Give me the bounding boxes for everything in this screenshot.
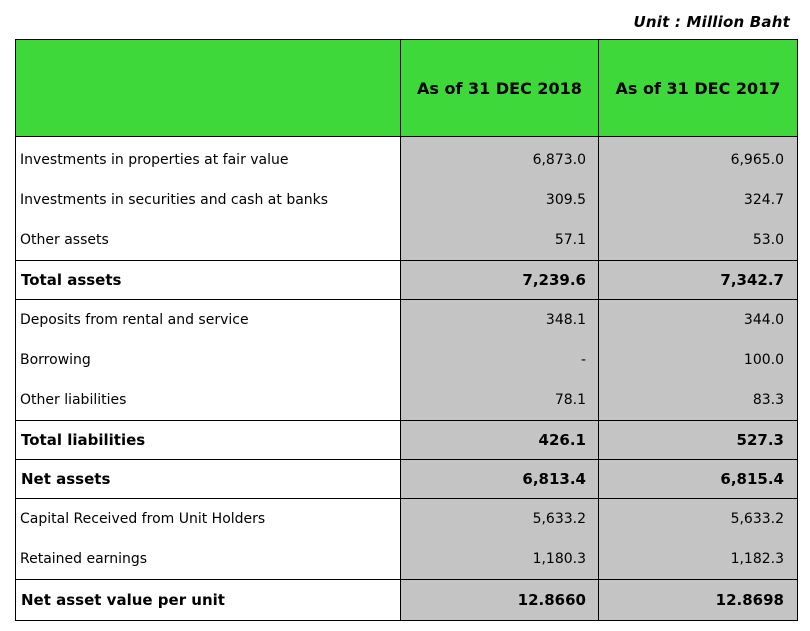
- row-label: Total liabilities: [16, 421, 401, 460]
- value-2017: 6,965.0: [599, 137, 798, 181]
- table-row: [16, 300, 798, 341]
- table-row: [16, 539, 798, 580]
- value-2017: 324.7: [599, 180, 798, 220]
- value-2018: 6,873.0: [401, 137, 599, 181]
- value-2017: 7,342.7: [599, 261, 798, 300]
- value-2018: 309.5: [401, 180, 599, 220]
- value-2017: 53.0: [599, 220, 798, 261]
- total-row: [16, 580, 798, 621]
- value-2017: 1,182.3: [599, 539, 798, 580]
- header-2017: As of 31 DEC 2017: [599, 40, 798, 137]
- row-label: Net assets: [16, 460, 401, 499]
- row-label: Total assets: [16, 261, 401, 300]
- value-2018: 426.1: [401, 421, 599, 460]
- value-2018: 6,813.4: [401, 460, 599, 499]
- unit-label: Unit : Million Baht: [633, 13, 790, 31]
- value-2018: 5,633.2: [401, 499, 599, 540]
- value-2018: 348.1: [401, 300, 599, 341]
- value-2017: 6,815.4: [599, 460, 798, 499]
- table-row: [16, 220, 798, 261]
- value-2017: 12.8698: [599, 580, 798, 621]
- value-2018: 7,239.6: [401, 261, 599, 300]
- header-blank: [16, 40, 401, 137]
- value-2017: 5,633.2: [599, 499, 798, 540]
- row-label: Investments in properties at fair value: [16, 137, 401, 181]
- value-2018: -: [401, 340, 599, 380]
- total-row: [16, 421, 798, 460]
- row-label: Other liabilities: [16, 380, 401, 421]
- financial-table: [15, 39, 798, 621]
- total-row: [16, 460, 798, 499]
- row-label: Net asset value per unit: [16, 580, 401, 621]
- table-row: [16, 137, 798, 181]
- row-label: Borrowing: [16, 340, 401, 380]
- value-2018: 1,180.3: [401, 539, 599, 580]
- value-2017: 344.0: [599, 300, 798, 341]
- row-label: Retained earnings: [16, 539, 401, 580]
- row-label: Investments in securities and cash at banks: [16, 180, 401, 220]
- table-row: [16, 340, 798, 380]
- value-2018: 57.1: [401, 220, 599, 261]
- row-label: Other assets: [16, 220, 401, 261]
- value-2018: 78.1: [401, 380, 599, 421]
- table-row: [16, 180, 798, 220]
- row-label: Deposits from rental and service: [16, 300, 401, 341]
- table-row: [16, 499, 798, 540]
- value-2017: 83.3: [599, 380, 798, 421]
- row-label: Capital Received from Unit Holders: [16, 499, 401, 540]
- total-row: [16, 261, 798, 300]
- header-row: [16, 40, 798, 137]
- value-2017: 100.0: [599, 340, 798, 380]
- table-row: [16, 380, 798, 421]
- header-2018: As of 31 DEC 2018: [401, 40, 599, 137]
- value-2018: 12.8660: [401, 580, 599, 621]
- value-2017: 527.3: [599, 421, 798, 460]
